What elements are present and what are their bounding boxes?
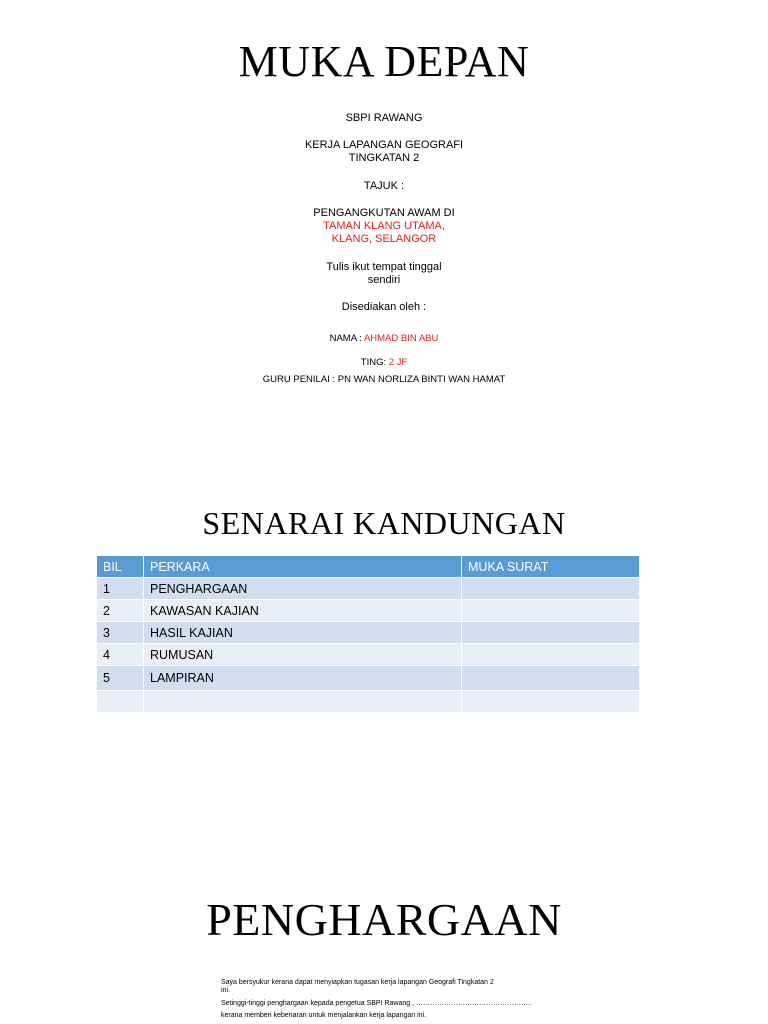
toc-cell-perkara	[144, 691, 462, 713]
topic-line-1: PENGANGKUTAN AWAM DI	[313, 207, 455, 219]
school-name: SBPI RAWANG	[345, 112, 423, 124]
acknowledgement-line-1: Saya bersyukur kerana dapat menyiapkan tugasan kerja lapangan Geografi Tingkatan 2	[221, 979, 494, 986]
cover-title: MUKA DEPAN	[238, 37, 530, 86]
table-row	[97, 666, 640, 691]
student-name	[0, 332, 768, 345]
table-row	[97, 622, 640, 644]
toc-cell-perkara: RUMUSAN	[144, 644, 462, 666]
toc-header-muka-surat: MUKA SURAT	[462, 556, 640, 578]
class-label: TING:	[360, 357, 389, 368]
topic-line-2: TAMAN KLANG UTAMA,	[323, 220, 445, 232]
acknowledgement-line-1b: ini.	[221, 987, 230, 994]
topic-line-3: KLANG, SELANGOR	[331, 233, 437, 245]
table-row	[97, 644, 640, 666]
class-value: 2 JF	[388, 357, 408, 368]
subject-line-1: KERJA LAPANGAN GEOGRAFI	[304, 139, 464, 151]
toc-cell-bil: 1	[97, 578, 144, 600]
acknowledgement-line-3: kerana memberi kebenaran untuk menjalankan kerja lapangan ini.	[221, 1012, 427, 1019]
teacher-name: GURU PENILAI : PN WAN NORLIZA BINTI WAN HAMAT	[262, 374, 506, 385]
name-value: AHMAD BIN ABU	[363, 333, 439, 344]
toc-cell-bil: 3	[97, 622, 144, 644]
toc-cell-bil	[97, 691, 144, 713]
toc-table	[96, 555, 640, 713]
student-class	[0, 356, 768, 369]
toc-title: SENARAI KANDUNGAN	[202, 505, 566, 541]
toc-header-row	[97, 556, 640, 578]
toc-cell-page	[462, 622, 640, 644]
toc-cell-perkara: PENGHARGAAN	[144, 578, 462, 600]
toc-cell-bil: 5	[97, 666, 144, 691]
toc-header-bil: BIL	[97, 556, 144, 578]
toc-cell-bil: 2	[97, 600, 144, 622]
toc-cell-perkara: KAWASAN KAJIAN	[144, 600, 462, 622]
toc-cell-perkara: HASIL KAJIAN	[144, 622, 462, 644]
table-row	[97, 600, 640, 622]
note-line-1: Tulis ikut tempat tinggal	[326, 261, 442, 273]
table-row	[97, 691, 640, 713]
acknowledgement-title: PENGHARGAAN	[206, 894, 562, 945]
toc-cell-page	[462, 578, 640, 600]
toc-cell-page	[462, 600, 640, 622]
note-line-2: sendiri	[367, 274, 401, 286]
table-row	[97, 578, 640, 600]
toc-cell-page	[462, 691, 640, 713]
toc-cell-perkara: LAMPIRAN	[144, 666, 462, 691]
toc-header-perkara: PERKARA	[144, 556, 462, 578]
prepared-by-label: Disediakan oleh :	[341, 301, 427, 313]
topic-label: TAJUK :	[363, 180, 405, 192]
name-label: NAMA :	[329, 333, 364, 344]
acknowledgement-line-2: Setinggi-tinggi penghargaan kepada pengetua SBPI Rawang , …………………………………………..	[221, 1000, 532, 1007]
toc-cell-page	[462, 666, 640, 691]
toc-cell-page	[462, 644, 640, 666]
subject-line-2: TINGKATAN 2	[348, 152, 420, 164]
toc-cell-bil: 4	[97, 644, 144, 666]
